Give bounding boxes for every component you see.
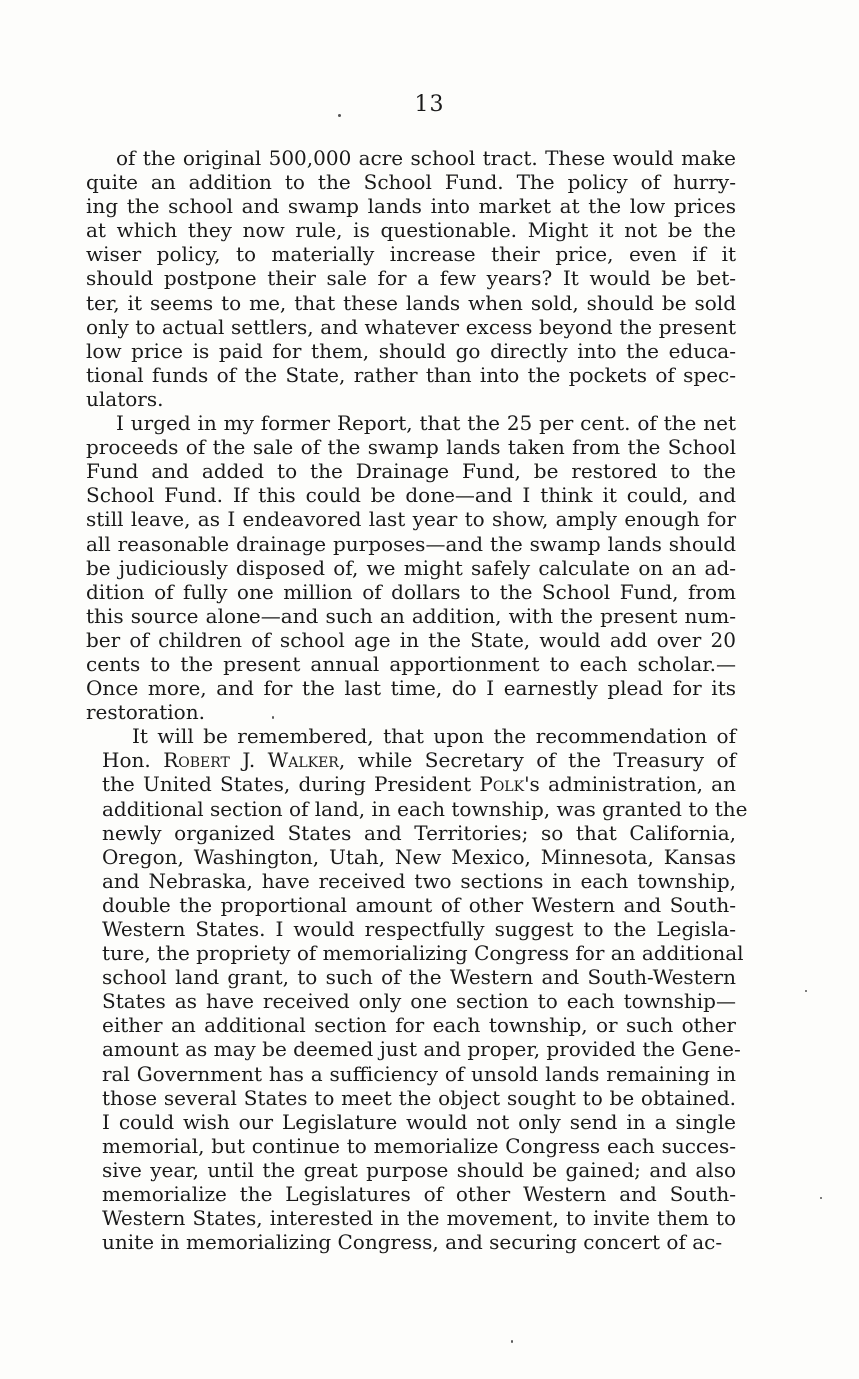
text-line: I urged in my former Report, that the 25 per cent. of the net xyxy=(116,411,736,436)
text-line: Fund and added to the Drainage Fund, be restored to the xyxy=(86,459,736,484)
text-line: should postpone their sale for a few years? It would be bet- xyxy=(86,266,736,291)
text-line: wiser policy, to materially increase their price, even if it xyxy=(86,242,736,267)
ink-speck xyxy=(805,990,807,992)
text-line: ing the school and swamp lands into market at the low prices xyxy=(86,194,736,219)
text-line: States as have received only one section to each township— xyxy=(102,989,736,1014)
text-line: restoration. xyxy=(86,700,205,725)
text-line: the United States, during President Polk's administration, an xyxy=(102,772,736,797)
text-line: ber of children of school age in the State, would add over 20 xyxy=(86,627,736,652)
paragraph-2 xyxy=(86,411,736,724)
text-line: ral Government has a sufficiency of unsold lands remaining in xyxy=(102,1061,736,1086)
text-line: sive year, until the great purpose should be gained; and also xyxy=(102,1157,736,1182)
text-line: double the proportional amount of other Western and South- xyxy=(102,892,736,917)
text-line: only to actual settlers, and whatever excess beyond the present xyxy=(86,314,736,339)
text-line: and Nebraska, have received two sections in each township, xyxy=(102,868,736,893)
text-line: Oregon, Washington, Utah, New Mexico, Minnesota, Kansas xyxy=(102,844,736,869)
text-line: this source alone—and such an addition, with the present num- xyxy=(86,603,736,628)
paragraph-3 xyxy=(86,724,748,1255)
page-number: 13 xyxy=(414,92,445,117)
text-line: ture, the propriety of memorializing Congress for an additional xyxy=(102,941,744,966)
text-line: at which they now rule, is questionable. Might it not be the xyxy=(86,218,736,243)
text-line: memorialize the Legislatures of other Western and South- xyxy=(102,1182,736,1207)
text-line: Western States. I would respectfully suggest to the Legisla- xyxy=(102,917,736,941)
text-line: of the original 500,000 acre school tract. These would make xyxy=(116,146,736,170)
text-line: school land grant, to such of the Western and South-Western xyxy=(102,965,736,990)
text-line: dition of fully one million of dollars to the School Fund, from xyxy=(86,579,736,604)
text-line: be judiciously disposed of, we might safely calculate on an ad- xyxy=(86,555,736,580)
text-line: unite in memorializing Congress, and securing concert of ac- xyxy=(102,1230,723,1255)
text-line: ter, it seems to me, that these lands when sold, should be sold xyxy=(86,290,736,315)
text-line: Once more, and for the last time, do I earnestly plead for its xyxy=(86,676,736,701)
text-line: tional funds of the State, rather than into the pockets of spec- xyxy=(86,362,736,387)
text-line: It will be remembered, that upon the recommendation of xyxy=(132,724,736,749)
text-line: those several States to meet the object sought to be obtained. xyxy=(102,1085,736,1110)
text-line: either an additional section for each township, or such other xyxy=(102,1013,736,1038)
text-line: Western States, interested in the movement, to invite them to xyxy=(102,1206,736,1231)
text-line: amount as may be deemed just and proper, provided the Gene- xyxy=(102,1037,741,1062)
text-line: proceeds of the sale of the swamp lands taken from the School xyxy=(86,435,736,460)
text-line: I could wish our Legislature would not only send in a single xyxy=(102,1109,736,1134)
ink-speck xyxy=(338,114,341,117)
paragraph-1 xyxy=(86,146,736,411)
text-line: still leave, as I endeavored last year to show, amply enough for xyxy=(86,507,736,532)
ink-speck xyxy=(511,1340,513,1343)
text-line: memorial, but continue to memorialize Congress each succes- xyxy=(102,1133,736,1158)
text-line: all reasonable drainage purposes—and the swamp lands should xyxy=(86,531,736,556)
text-line: ulators. xyxy=(86,386,164,411)
text-line: additional section of land, in each township, was granted to the xyxy=(102,796,748,821)
text-line: Hon. Robert J. Walker, while Secretary of the Treasury of xyxy=(102,748,736,773)
ink-speck xyxy=(272,716,274,719)
text-line: newly organized States and Territories; so that California, xyxy=(102,820,736,845)
text-line: School Fund. If this could be done—and I think it could, and xyxy=(86,483,736,508)
text-line: quite an addition to the School Fund. The policy of hurry- xyxy=(86,170,736,195)
ink-speck xyxy=(820,1197,822,1199)
text-line: cents to the present annual apportionment to each scholar.— xyxy=(86,651,736,676)
text-line: low price is paid for them, should go directly into the educa- xyxy=(86,338,736,363)
body-text xyxy=(86,146,748,1255)
